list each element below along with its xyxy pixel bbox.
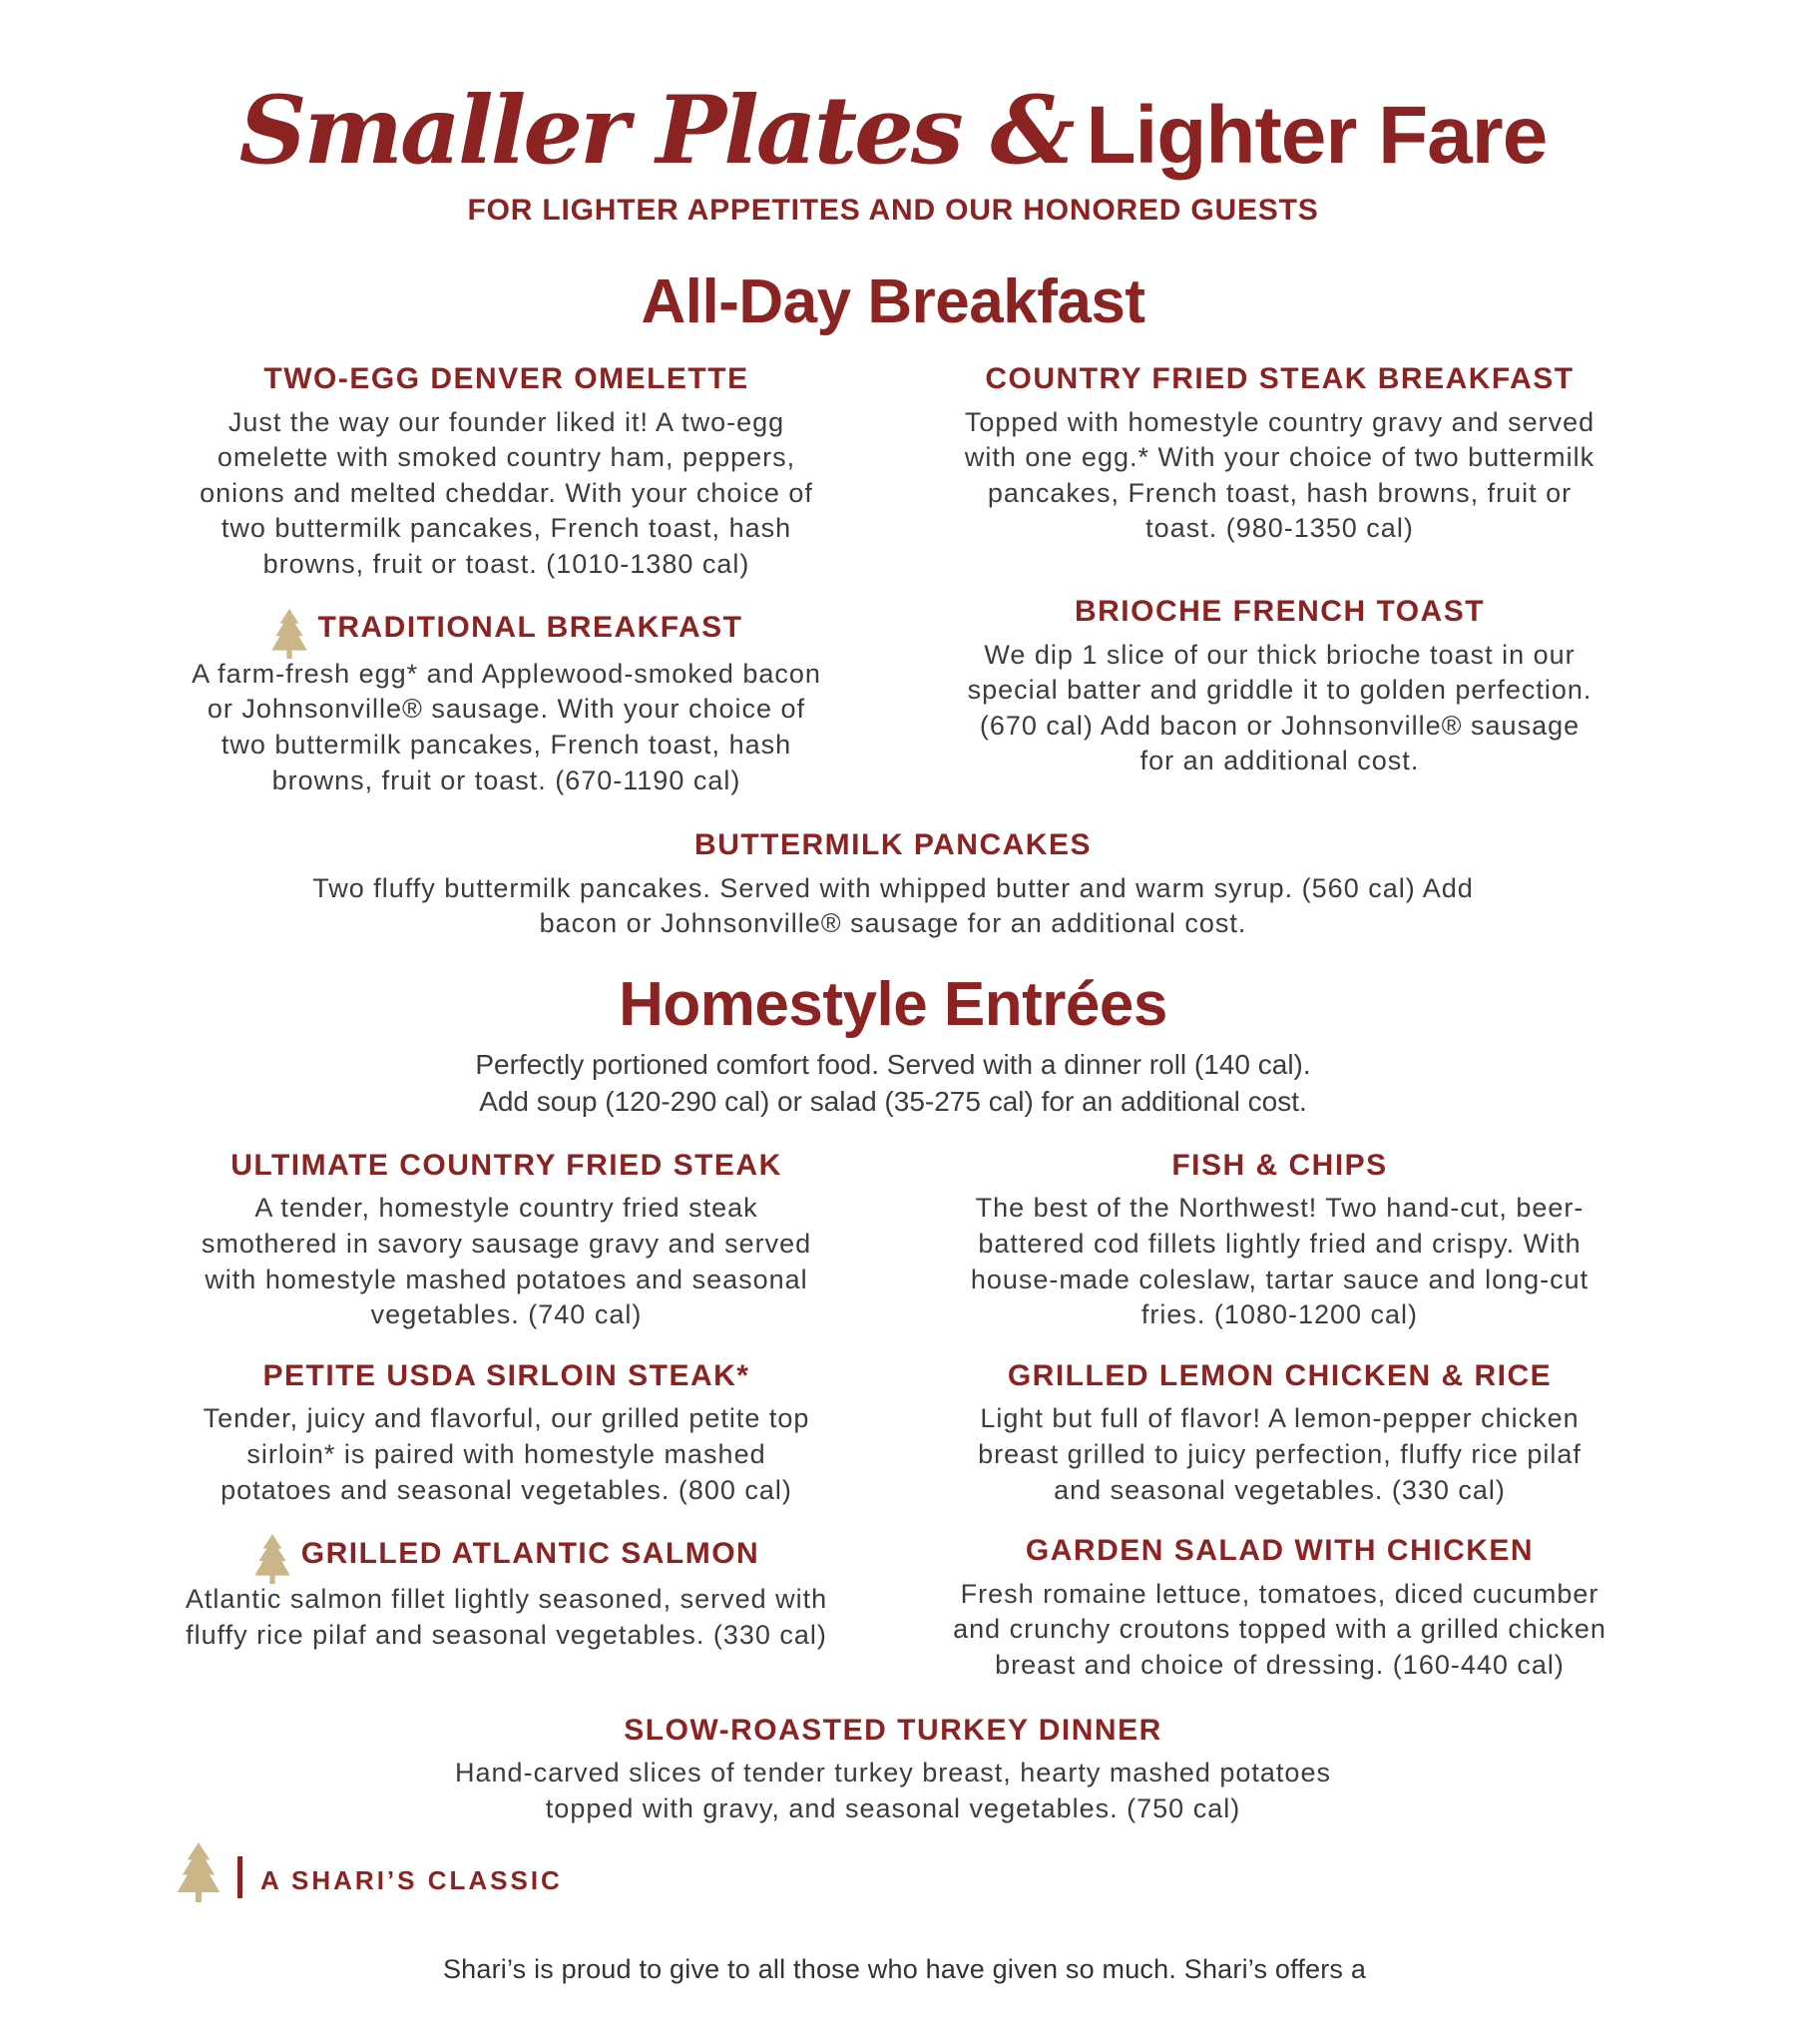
menu-item-slow-roasted-turkey-dinner: [170, 1714, 1616, 1827]
breakfast-left-column: [170, 362, 843, 824]
item-name: [943, 1149, 1616, 1184]
item-name: [170, 362, 843, 397]
menu-item-fish-and-chips: [943, 1149, 1616, 1333]
item-name: [170, 828, 1616, 863]
item-name-text: BUTTERMILK PANCAKES: [694, 828, 1092, 862]
menu-item-traditional-breakfast: [170, 609, 843, 799]
item-description: Topped with homestyle country gravy and served with one egg.* With your choice of two buttermilk pancakes, French toast, hash browns, fruit or toast. (980-1350 cal): [964, 406, 1595, 544]
entrees-subtitle-line2: Add soup (120-290 cal) or salad (35-275 cal) for an additional cost.: [479, 1086, 1307, 1118]
item-name-text: PETITE USDA SIRLOIN STEAK*: [262, 1358, 750, 1392]
entrees-subtitle-line1: Perfectly portioned comfort food. Served with a dinner roll (140 cal).: [475, 1049, 1311, 1081]
menu-item-country-fried-steak-breakfast: [943, 362, 1616, 547]
item-name: [943, 1359, 1616, 1394]
item-name: [170, 1359, 843, 1394]
item-description: Atlantic salmon fillet lightly seasoned, served with fluffy rice pilaf and seasonal vegetables. (330 cal): [185, 1584, 828, 1650]
item-name: [170, 1149, 843, 1184]
section-title-breakfast: All-Day Breakfast: [641, 267, 1145, 336]
menu-item-garden-salad-with-chicken: [943, 1534, 1616, 1683]
item-description: Light but full of flavor! A lemon-pepper chicken breast grilled to juicy perfection, fluffy rice pilaf and seasonal vegetables. (330 cal): [978, 1403, 1582, 1505]
item-name-text: BRIOCHE FRENCH TOAST: [1074, 595, 1486, 629]
section-title-entrees: Homestyle Entrées: [619, 969, 1167, 1039]
page-title: [170, 76, 1616, 186]
entrees-right-column: [943, 1149, 1616, 1710]
item-name-text: GRILLED ATLANTIC SALMON: [300, 1537, 760, 1571]
page-title-sans: Lighter Fare: [1086, 90, 1548, 181]
item-name-text: GRILLED LEMON CHICKEN & RICE: [1007, 1358, 1553, 1392]
sharis-classic-tree-icon: [253, 1534, 291, 1584]
menu-item-grilled-atlantic-salmon: [170, 1534, 843, 1653]
section-homestyle-entrees: [170, 969, 1616, 1827]
item-name-text: SLOW-ROASTED TURKEY DINNER: [624, 1713, 1162, 1747]
item-description: We dip 1 slice of our thick brioche toast in our special batter and griddle it to golden perfection. (670 cal) Add bacon or Johnsonville® sausage for an additional cost.: [967, 639, 1592, 776]
menu-item-ultimate-country-fried-steak: [170, 1149, 843, 1333]
item-description: A farm-fresh egg* and Applewood-smoked bacon or Johnsonville® sausage. With your choice of two buttermilk pancakes, French toast, hash browns, fruit or toast. (670-1190 cal): [192, 658, 821, 795]
item-description: Tender, juicy and flavorful, our grilled petite top sirloin* is paired with homestyle mashed potatoes and seasonal vegetables. (800 cal): [203, 1403, 810, 1505]
menu-item-buttermilk-pancakes: [170, 828, 1616, 942]
entrees-grid: [170, 1149, 1616, 1710]
item-name-text: COUNTRY FRIED STEAK BREAKFAST: [985, 362, 1575, 396]
item-name: [943, 595, 1616, 630]
menu-item-brioche-french-toast: [943, 595, 1616, 779]
menu-item-petite-usda-sirloin-steak: [170, 1359, 843, 1508]
item-name-text: ULTIMATE COUNTRY FRIED STEAK: [230, 1148, 782, 1182]
item-description: The best of the Northwest! Two hand-cut, beer-battered cod fillets lightly fried and crispy. With house-made coleslaw, tartar sauce and long-cut fries. (1080-1200 cal): [970, 1193, 1589, 1330]
classic-legend: [170, 1842, 1616, 1902]
item-name: [943, 362, 1616, 397]
item-description: Two fluffy buttermilk pancakes. Served with whipped butter and warm syrup. (560 cal) Add bacon or Johnsonville® sausage for an additional cost.: [312, 872, 1474, 939]
page-tagline: FOR LIGHTER APPETITES AND OUR HONORED GUESTS: [467, 194, 1319, 227]
section-all-day-breakfast: [170, 269, 1616, 942]
entrees-subtitle: [170, 1047, 1616, 1121]
bottom-note: Shari’s is proud to give to all those who have given so much. Shari’s offers a: [442, 1954, 1367, 1985]
item-description: Hand-carved slices of tender turkey breast, hearty mashed potatoes topped with gravy, and seasonal vegetables. (750 cal): [455, 1758, 1331, 1823]
sharis-classic-tree-icon: [176, 1842, 222, 1902]
page-title-script: Smaller Plates &: [238, 76, 1073, 186]
menu-item-grilled-lemon-chicken-and-rice: [943, 1359, 1616, 1508]
item-name-text: GARDEN SALAD WITH CHICKEN: [1025, 1534, 1535, 1568]
sharis-classic-tree-icon: [270, 609, 308, 659]
classic-legend-label: A SHARI’S CLASSIC: [260, 1865, 563, 1896]
legend-divider: [237, 1856, 242, 1898]
item-name: [943, 1534, 1616, 1569]
menu-item-two-egg-denver-omelette: [170, 362, 843, 583]
item-name: [170, 1534, 843, 1574]
item-name-text: TWO-EGG DENVER OMELETTE: [263, 362, 749, 396]
masthead: [170, 0, 1616, 228]
item-name-text: FISH & CHIPS: [1171, 1148, 1388, 1182]
entrees-left-column: [170, 1149, 843, 1680]
breakfast-right-column: [943, 362, 1616, 805]
breakfast-grid: [170, 362, 1616, 824]
item-description: Just the way our founder liked it! A two-egg omelette with smoked country ham, peppers, onions and melted cheddar. With your choice of two buttermilk pancakes, French toast, hash browns, fruit or toast. (1010-1380 cal): [200, 406, 813, 580]
item-name: [170, 1714, 1616, 1749]
item-description: Fresh romaine lettuce, tomatoes, diced cucumber and crunchy croutons topped with a grilled chicken breast and choice of dressing. (160-440 cal): [953, 1578, 1606, 1681]
item-name: [170, 609, 843, 649]
item-name-text: TRADITIONAL BREAKFAST: [317, 611, 743, 645]
menu-page: [170, 0, 1616, 1902]
item-description: A tender, homestyle country fried steak smothered in savory sausage gravy and served with homestyle mashed potatoes and seasonal vegetables. (740 cal): [201, 1193, 812, 1330]
